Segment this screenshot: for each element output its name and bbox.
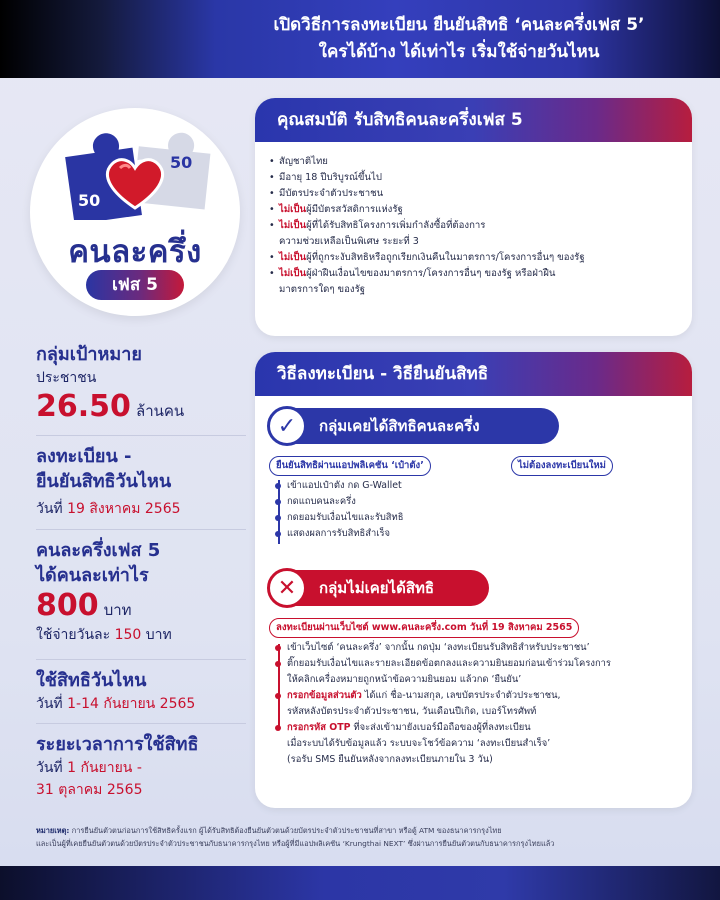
amount-value: 800 <box>36 588 99 623</box>
logo-title: คนละครึ่ง <box>68 234 202 270</box>
register-title: วิธีลงทะเบียน - วิธียืนยันสิทธิ <box>255 352 692 396</box>
old-tag-app: ยืนยันสิทธิผ่านแอปพลิเคชัน ‘เป๋าตัง’ <box>269 456 431 476</box>
footnote-line-1: การยืนยันตัวตนก่อนการใช้สิทธิครั้งแรก ผู้ได้รับสิทธิต้องยืนยันตัวตนด้วยบัตรประจำตัวประชาชนที่สาขา หรือตู้ ATM ของธนาคารกรุงไทย <box>69 826 502 835</box>
new-step-item-cont: รหัสหลังบัตรประจำตัวประชาชน, วันเดือนปีเกิด, เบอร์โทรศัพท์ <box>287 706 537 717</box>
qualification-item: • มีอายุ 18 ปีบริบูรณ์ขึ้นไป <box>269 170 678 186</box>
register-date-prefix: วันที่ <box>36 501 63 517</box>
header-banner <box>0 0 720 78</box>
new-step-item: กรอกข้อมูลส่วนตัว ได้แก่ ชื่อ-นามสกุล, เลขบัตรประจำตัวประชาชน, <box>275 688 685 704</box>
use-date-value: 1-14 กันยายน 2565 <box>67 696 196 712</box>
new-step-item-cont: เมื่อระบบได้รับข้อมูลแล้ว ระบบจะโชว์ข้อความ ‘ลงทะเบียนสำเร็จ’ <box>287 738 551 749</box>
new-step-item: เข้าเว็บไซต์ ‘คนละครึ่ง’ จากนั้น กดปุ่ม ‘ลงทะเบียนรับสิทธิสำหรับประชาชน’ <box>275 640 685 656</box>
qualification-item: • ไม่เป็นผู้ที่ได้รับสิทธิโครงการเพิ่มกำลังซื้อที่ต้องการ <box>269 218 678 234</box>
footnote <box>36 824 694 850</box>
target-group-block <box>36 340 246 436</box>
qualification-item-cont: ความช่วยเหลือเป็นพิเศษ ระยะที่ 3 <box>279 236 419 247</box>
target-group-unit: ล้านคน <box>136 402 185 420</box>
use-date-block <box>36 660 246 724</box>
new-step-item-cont: ให้คลิกเครื่องหมายถูกหน้าข้อความยินยอม แล้วกด ‘ยืนยัน’ <box>287 674 522 685</box>
daily-value: 150 <box>114 627 142 643</box>
old-step-item: เข้าแอปเป๋าตัง กด G-Wallet <box>275 478 675 494</box>
amount-title-2: ได้คนละเท่าไร <box>36 565 149 586</box>
group-new-badge: กลุ่มไม่เคยได้สิทธิ <box>269 570 489 606</box>
qualification-item: • สัญชาติไทย <box>269 154 678 170</box>
footer-bar <box>0 866 720 900</box>
qualification-item: • ไม่เป็นผู้มีบัตรสวัสดิการแห่งรัฐ <box>269 202 678 218</box>
register-date-title-1: ลงทะเบียน - <box>36 446 132 467</box>
new-step-item-cont: (รอรับ SMS ยืนยันหลังจากลงทะเบียนภายใน 3 วัน) <box>287 754 493 765</box>
register-panel <box>255 352 692 808</box>
qualification-item: • ไม่เป็นผู้ที่ถูกระงับสิทธิหรือถูกเรียกเงินคืนในมาตรการ/โครงการอื่นๆ ของรัฐ <box>269 250 678 266</box>
daily-unit: บาท <box>145 627 172 643</box>
qualifications-title: คุณสมบัติ รับสิทธิคนละครึ่งเฟส 5 <box>255 98 692 142</box>
target-group-label: ประชาชน <box>36 370 97 386</box>
check-icon: ✓ <box>267 406 307 446</box>
logo-num-right: 50 <box>170 153 193 172</box>
close-x-icon: ✕ <box>267 568 307 608</box>
period-block <box>36 724 246 801</box>
left-info-column <box>36 340 246 801</box>
qualification-item: • มีบัตรประจำตัวประชาชน <box>269 186 678 202</box>
register-date-block <box>36 436 246 530</box>
amount-title-1: คนละครึ่งเฟส 5 <box>36 540 161 561</box>
use-date-title: ใช้สิทธิวันไหน <box>36 670 147 691</box>
period-title: ระยะเวลาการใช้สิทธิ <box>36 734 199 755</box>
register-date-title-2: ยืนยันสิทธิวันไหน <box>36 471 172 492</box>
new-steps-list <box>275 640 685 768</box>
period-prefix: วันที่ <box>36 760 63 776</box>
new-tag-website: ลงทะเบียนผ่านเว็บไซต์ www.คนละครึ่ง.com วันที่ 19 สิงหาคม 2565 <box>269 618 579 638</box>
new-step-item: กรอกรหัส OTP ที่จะส่งเข้ามายังเบอร์มือถือของผู้ที่ลงทะเบียน <box>275 720 685 736</box>
target-group-value: 26.50 <box>36 389 131 424</box>
footnote-line-2: และเป็นผู้ที่เคยยืนยันตัวตนด้วยบัตรประจำตัวประชาชนกับธนาคารกรุงไทย หรือผู้ที่มีแอปพลิเคชัน ‘Krungthai NEXT’ ซึ่งผ่านการยืนยันตัวตนกับธนาคารกรุงไทยแล้ว <box>36 839 555 848</box>
footnote-label: หมายเหตุ: <box>36 826 70 835</box>
daily-prefix: ใช้จ่ายวันละ <box>36 627 111 643</box>
use-date-prefix: วันที่ <box>36 696 63 712</box>
qualifications-list <box>255 142 692 298</box>
new-step-item: ติ๊กยอมรับเงื่อนไขและรายละเอียดข้อตกลงและความยินยอมก่อนเข้าร่วมโครงการ <box>275 656 685 672</box>
phase-badge: เฟส 5 <box>86 270 184 300</box>
logo-card <box>30 108 240 316</box>
amount-block <box>36 530 246 660</box>
period-date-1: 1 กันยายน - <box>67 760 142 776</box>
period-date-2: 31 ตุลาคม 2565 <box>36 782 143 798</box>
old-step-item: แสดงผลการรับสิทธิสำเร็จ <box>275 526 675 542</box>
old-step-item: กดยอมรับเงื่อนไขและรับสิทธิ <box>275 510 675 526</box>
old-step-item: กดแถบคนละครึ่ง <box>275 494 675 510</box>
headline-line-1: เปิดวิธีการลงทะเบียน ยืนยันสิทธิ ‘คนละครึ่งเฟส 5’ <box>273 15 645 35</box>
old-tag-no-register: ไม่ต้องลงทะเบียนใหม่ <box>511 456 613 476</box>
qualification-item: • ไม่เป็นผู้ฝ่าฝืนเงื่อนไขของมาตรการ/โครงการอื่นๆ ของรัฐ หรือฝ่าฝืน <box>269 266 678 282</box>
register-date-value: 19 สิงหาคม 2565 <box>67 501 181 517</box>
logo-num-left: 50 <box>78 191 101 210</box>
target-group-title: กลุ่มเป้าหมาย <box>36 344 142 365</box>
group-old-badge: กลุ่มเคยได้สิทธิคนละครึ่ง <box>269 408 559 444</box>
amount-unit: บาท <box>103 601 132 619</box>
old-steps-list <box>275 478 675 542</box>
headline-line-2: ใครได้บ้าง ได้เท่าไร เริ่มใช้จ่ายวันไหน <box>318 42 600 62</box>
qualifications-panel <box>255 98 692 336</box>
puzzle-heart-icon <box>58 130 213 220</box>
qualification-item-cont: มาตรการใดๆ ของรัฐ <box>279 284 366 295</box>
